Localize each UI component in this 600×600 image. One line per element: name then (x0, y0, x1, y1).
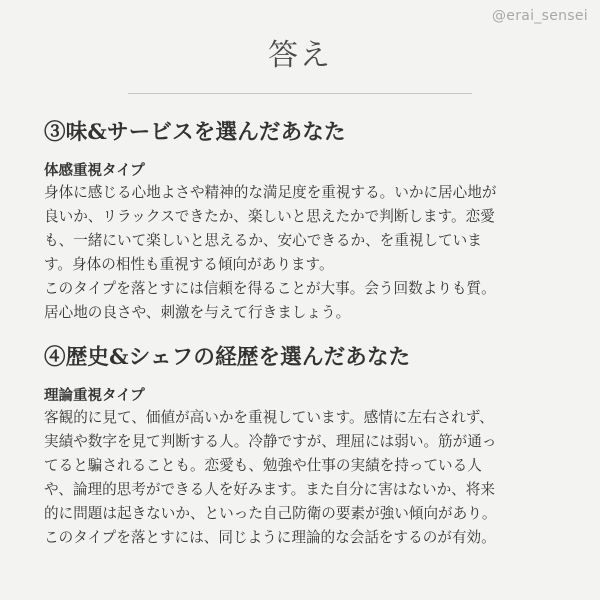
body-line: 的に問題は起きないか、といった自己防衛の要素が強い傾向があり。 (44, 505, 497, 522)
body-line: 居心地の良さや、刺激を与えて行きましょう。 (44, 304, 351, 321)
body-line: このタイプを落とすには、同じように理論的な会話をするのが有効。 (44, 529, 496, 546)
title-divider (128, 93, 472, 94)
section-subheading: 理論重視タイプ (44, 387, 145, 404)
body-line: てると騙されることも。恋愛も、勉強や仕事の実績を持っている人 (44, 457, 482, 474)
page-title: 答え (268, 38, 332, 73)
section-body (44, 406, 574, 550)
author-handle: @erai_sensei (491, 8, 588, 24)
section-heading: ③味&サービスを選んだあなた (44, 120, 346, 145)
body-line: 良いか、リラックスできたか、楽しいと思えたかで判断します。恋愛 (44, 208, 495, 225)
body-line: や、論理的思考ができる人を好みます。また自分に害はないか、将来 (44, 481, 495, 498)
body-line: 実績や数字を見て判断する人。冷静ですが、理屈には弱い。筋が通っ (44, 433, 497, 450)
answer-section-4 (44, 343, 574, 550)
section-body (44, 181, 574, 325)
answer-section-3 (44, 118, 574, 325)
body-line: す。身体の相性も重視する傾向があります。 (44, 256, 334, 273)
body-line: も、一緒にいて楽しいと思えるか、安心できるか、を重視していま (44, 232, 482, 249)
body-line: 身体に感じる心地よさや精神的な満足度を重視する。いかに居心地が (44, 184, 497, 201)
section-subheading: 体感重視タイプ (44, 162, 145, 179)
section-heading: ④歴史&シェフの経歴を選んだあなた (44, 345, 411, 370)
body-line: このタイプを落とすには信頼を得ることが大事。会う回数よりも質。 (44, 280, 496, 297)
body-line: 客観的に見て、価値が高いかを重視しています。感情に左右されず、 (44, 409, 494, 426)
